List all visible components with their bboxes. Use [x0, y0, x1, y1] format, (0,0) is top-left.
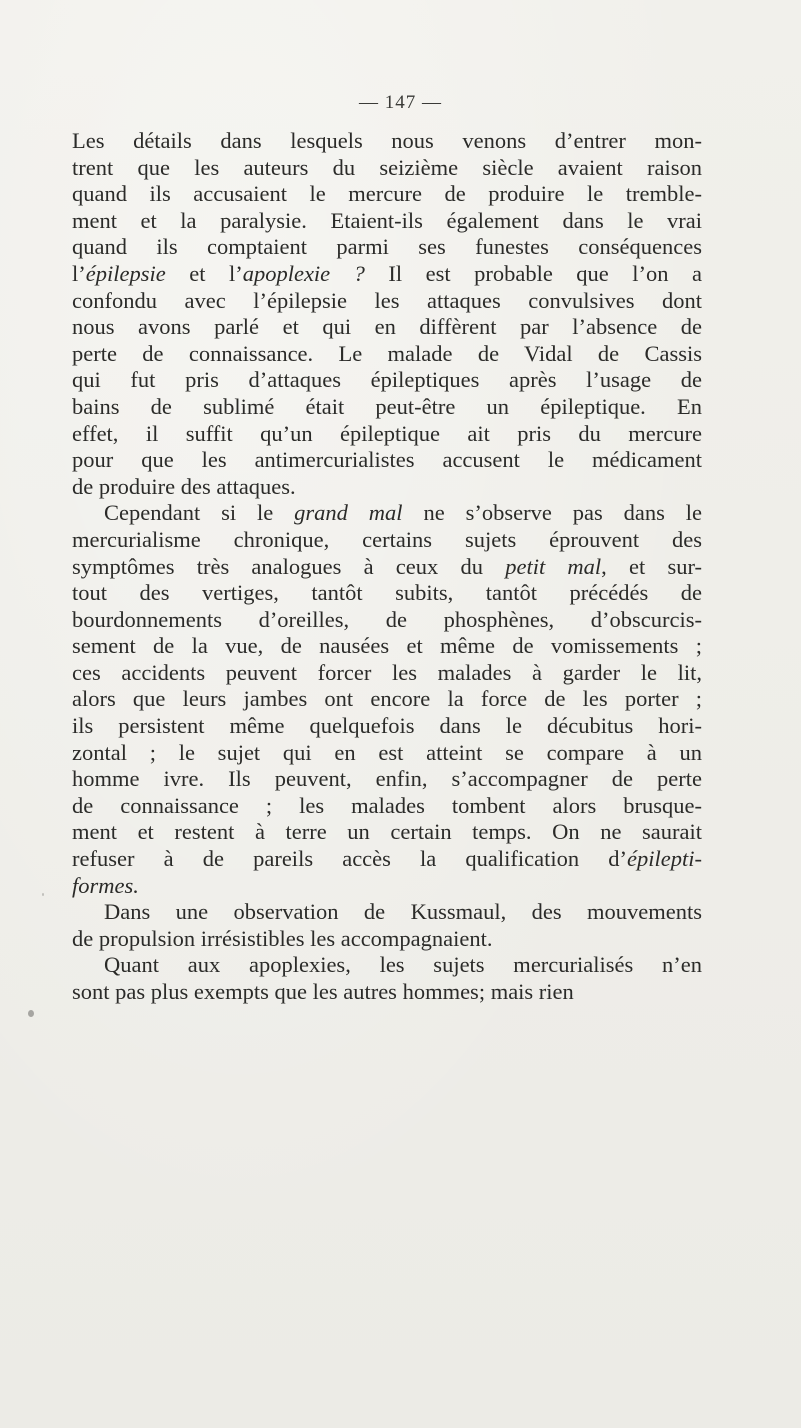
- italic-run: apoplexie ?: [242, 260, 365, 286]
- italic-run: petit mal: [505, 553, 602, 579]
- text-line: [72, 288, 702, 315]
- text-run: Quant aux apoplexies, les sujets mercurialisés n’en: [104, 952, 702, 978]
- text-run: zontal ; le sujet qui en est atteint se compare à un: [72, 739, 702, 765]
- text-run: ces accidents peuvent forcer les malades à garder le lit,: [72, 659, 702, 685]
- text-line: [72, 474, 702, 501]
- text-line: [72, 713, 702, 740]
- text-line: [72, 766, 702, 793]
- text-run: quand ils comptaient parmi ses funestes conséquences: [72, 234, 702, 260]
- text-run: homme ivre. Ils peuvent, enfin, s’accompagner de perte: [72, 766, 702, 792]
- text-run: confondu avec l’épilepsie les attaques convulsives dont: [72, 287, 702, 313]
- paragraph: [72, 128, 702, 500]
- text-run: ne s’observe pas dans le: [402, 500, 702, 526]
- text-run: et l’: [165, 260, 243, 286]
- text-run: de connaissance ; les malades tombent alors brusque-: [72, 792, 702, 818]
- text-run: perte de connaissance. Le malade de Vidal de Cassis: [72, 340, 702, 366]
- text-run: de propulsion irrésistibles les accompagnaient.: [72, 925, 493, 951]
- text-run: Il est probable que l’on a: [364, 260, 703, 286]
- text-run: Cependant si le: [104, 500, 295, 526]
- text-line: [72, 421, 702, 448]
- text-run: pour que les antimercurialistes accusent le médicament: [72, 447, 702, 473]
- text-line: [72, 314, 702, 341]
- text-run: sement de la vue, de nausées et même de vomissements ;: [72, 633, 702, 659]
- italic-run: épilepti-: [627, 846, 702, 872]
- text-run: nous avons parlé et qui en diffèrent par l’absence de: [72, 314, 702, 340]
- text-run: de produire des attaques.: [72, 473, 296, 499]
- text-run: quand ils accusaient le mercure de produire le tremble-: [72, 181, 702, 207]
- text-run: Dans une observation de Kussmaul, des mouvements: [104, 899, 702, 925]
- text-line: [72, 128, 702, 155]
- text-line: [72, 208, 702, 235]
- paragraph: [72, 500, 702, 899]
- text-line: [72, 740, 702, 767]
- text-run: qui fut pris d’attaques épileptiques après l’usage de: [72, 367, 702, 393]
- text-line: [72, 819, 702, 846]
- text-line: [72, 500, 702, 527]
- text-line: [72, 846, 702, 873]
- italic-run: grand mal: [294, 500, 403, 526]
- text-line: [72, 394, 702, 421]
- text-line: [72, 926, 702, 953]
- text-line: [72, 261, 702, 288]
- text-run: trent que les auteurs du seizième siècle avaient raison: [72, 154, 702, 180]
- text-run: alors que leurs jambes ont encore la force de les porter ;: [72, 686, 702, 712]
- text-line: [72, 660, 702, 687]
- text-line: [72, 952, 702, 979]
- text-run: bains de sublimé était peut-être un épileptique. En: [72, 393, 702, 419]
- text-line: [72, 341, 702, 368]
- print-speck: [42, 893, 44, 896]
- paragraph: [72, 899, 702, 952]
- text-run: mercurialisme chronique, certains sujets éprouvent des: [72, 526, 702, 552]
- body-text: [72, 128, 702, 1006]
- text-run: ment et restent à terre un certain temps. On ne saurait: [72, 819, 702, 845]
- print-speck: [28, 1010, 34, 1017]
- text-line: [72, 580, 702, 607]
- text-line: [72, 554, 702, 581]
- text-run: sont pas plus exempts que les autres hommes; mais rien: [72, 979, 574, 1004]
- italic-run: épilepsie: [85, 260, 166, 286]
- text-run: ils persistent même quelquefois dans le décubitus hori-: [72, 713, 702, 739]
- text-line: [72, 367, 702, 394]
- text-run: Les détails dans lesquels nous venons d’entrer mon-: [72, 128, 702, 153]
- text-line: [72, 181, 702, 208]
- text-line: [72, 527, 702, 554]
- text-line: [72, 155, 702, 182]
- text-run: l’: [72, 260, 86, 286]
- italic-run: formes.: [72, 872, 139, 898]
- text-run: tout des vertiges, tantôt subits, tantôt précédés de: [72, 580, 702, 606]
- paragraph: [72, 952, 702, 1005]
- text-line: [72, 979, 702, 1006]
- text-line: [72, 873, 702, 900]
- text-run: bourdonnements d’oreilles, de phosphènes, d’obscurcis-: [72, 606, 702, 632]
- text-run: effet, il suffit qu’un épileptique ait pris du mercure: [72, 420, 702, 446]
- text-line: [72, 793, 702, 820]
- text-line: [72, 447, 702, 474]
- text-run: , et sur-: [601, 553, 703, 579]
- page-number: — 147 —: [359, 92, 442, 113]
- text-line: [72, 686, 702, 713]
- text-line: [72, 234, 702, 261]
- text-run: symptômes très analogues à ceux du: [72, 553, 506, 579]
- text-line: [72, 607, 702, 634]
- text-line: [72, 633, 702, 660]
- text-line: [72, 899, 702, 926]
- text-run: refuser à de pareils accès la qualification d’: [72, 846, 628, 872]
- text-run: ment et la paralysie. Etaient-ils également dans le vrai: [72, 207, 702, 233]
